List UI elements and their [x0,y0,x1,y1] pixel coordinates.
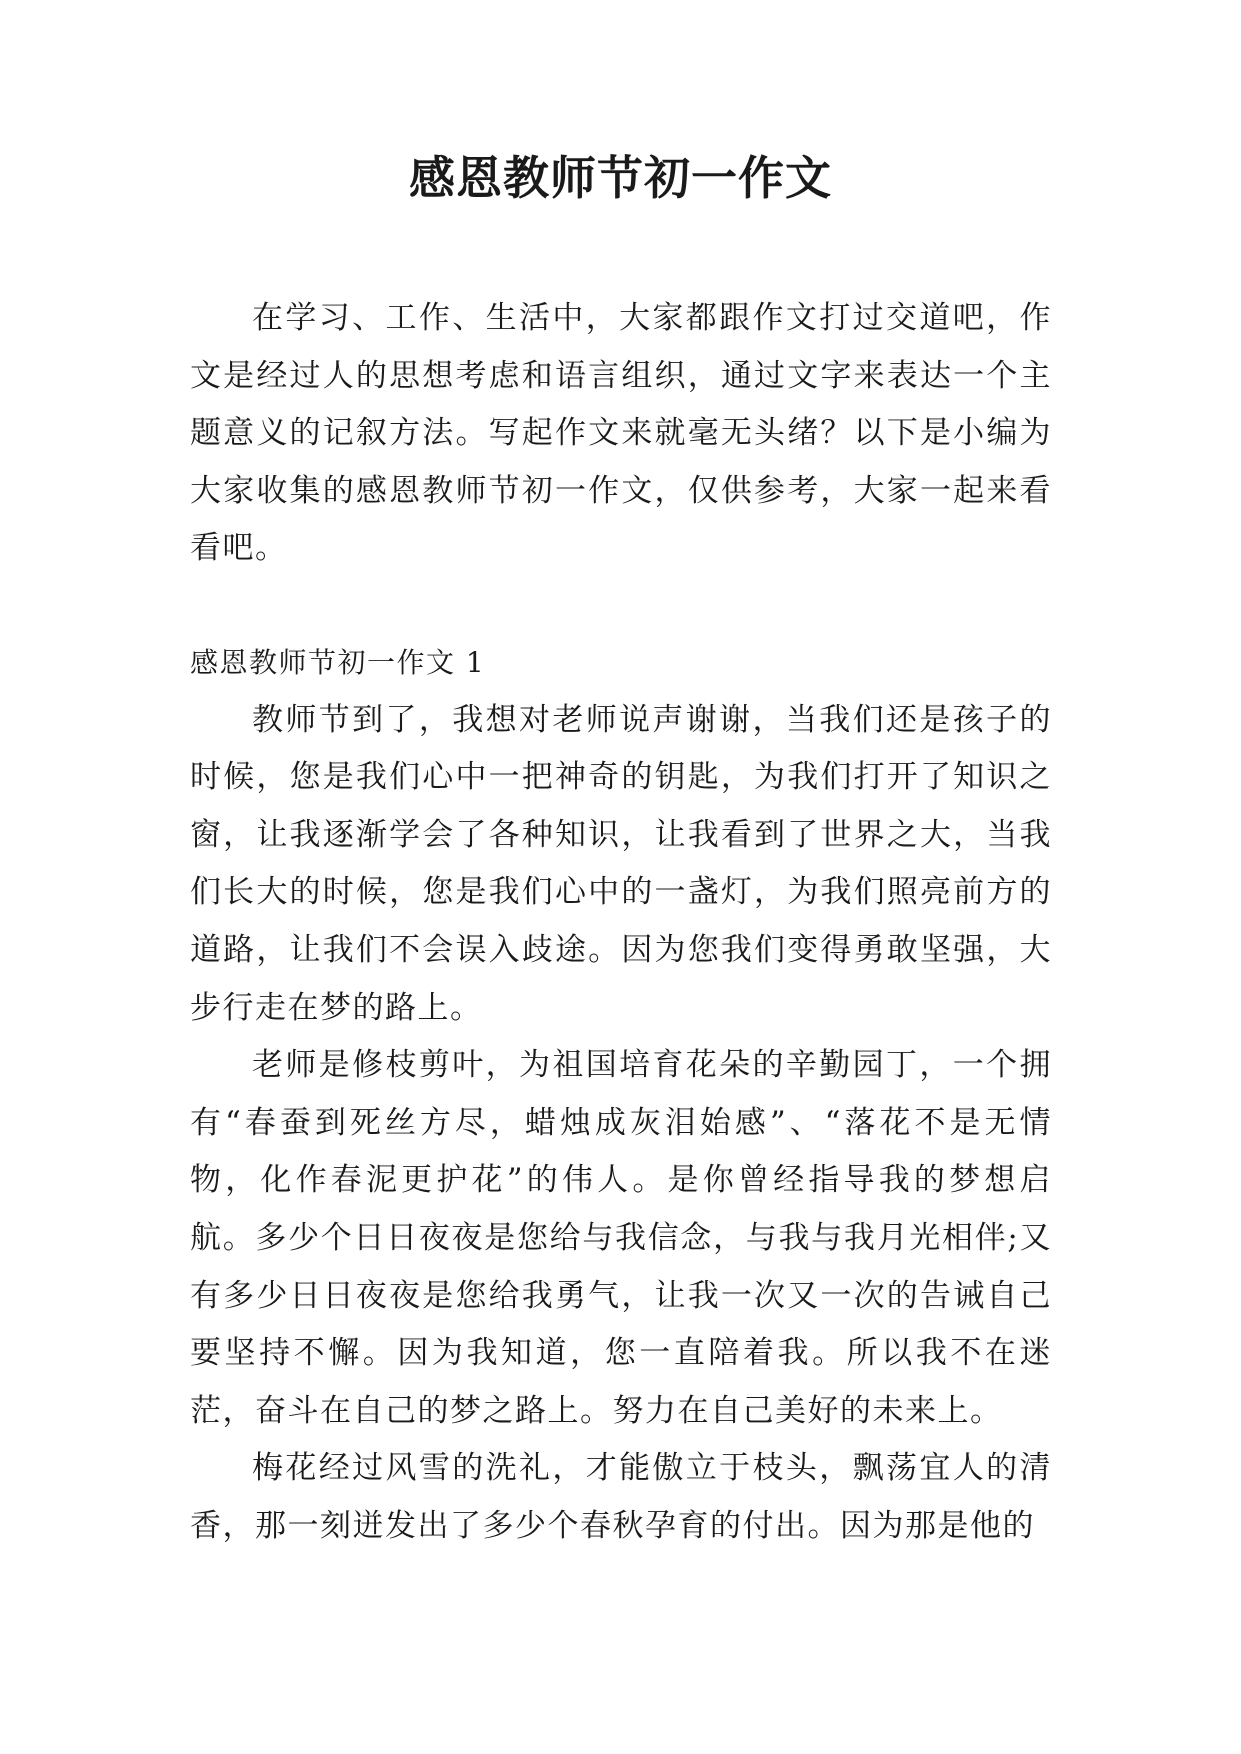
section-heading: 感恩教师节初一作文 1 [190,645,486,679]
body-paragraph: 梅花经过风雪的洗礼，才能傲立于枝头，飘荡宜人的清香，那一刻迸发出了多少个春秋孕育的付出。因为那是他的 [190,1450,1052,1544]
body-paragraph: 教师节到了，我想对老师说声谢谢，当我们还是孩子的时候，您是我们心中一把神奇的钥匙，为我们打开了知识之窗，让我逐渐学会了各种知识，让我看到了世界之大，当我们长大的时候，您是我们心中的一盏灯，为我们照亮前方的道路，让我们不会误入歧途。因为您我们变得勇敢坚强，大步行走在梦的路上。 [190,701,1052,1026]
document-title: 感恩教师节初一作文 [409,151,832,205]
intro-paragraph: 在学习、工作、生活中，大家都跟作文打过交道吧，作文是经过人的思想考虑和语言组织，通过文字来表达一个主题意义的记叙方法。写起作文来就毫无头绪？以下是小编为大家收集的感恩教师节初一作文，仅供参考，大家一起来看看吧。 [190,300,1052,567]
body-paragraph: 老师是修枝剪叶，为祖国培育花朵的辛勤园丁，一个拥有“春蚕到死丝方尽，蜡烛成灰泪始感”、“落花不是无情物，化作春泥更护花”的伟人。是你曾经指导我的梦想启航。多少个日日夜夜是您给与我信念，与我与我月光相伴;又有多少日日夜夜是您给我勇气，让我一次又一次的告诫自己要坚持不懈。因为我知道，您一直陪着我。所以我不在迷茫，奋斗在自己的梦之路上。努力在自己美好的未来上。 [190,1047,1052,1429]
essay-section [190,634,1052,1556]
document-body [190,290,1052,1555]
